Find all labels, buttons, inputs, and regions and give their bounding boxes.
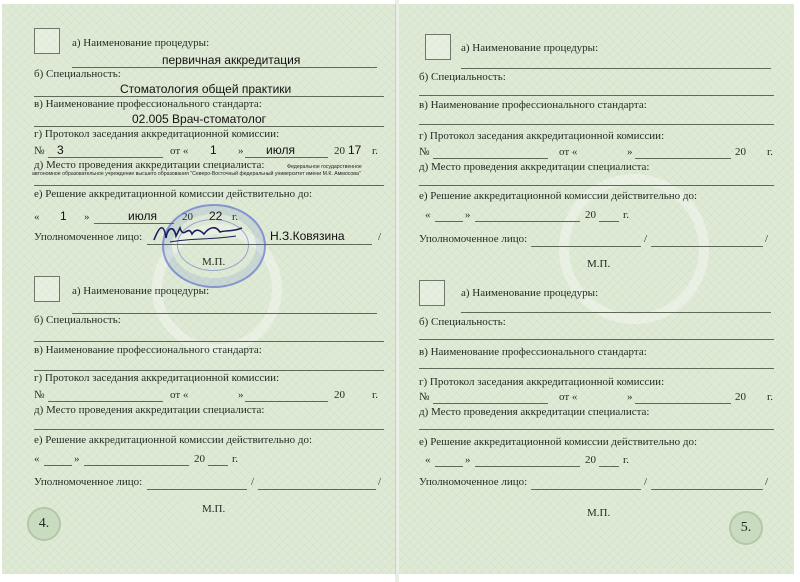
protocol-day-close: » — [627, 146, 633, 158]
authorized-slash-end: / — [765, 476, 769, 488]
valid-open: « — [34, 211, 40, 223]
place-label: д) Место проведения аккредитации специалиста: — [419, 161, 650, 173]
decision-label: е) Решение аккредитационной комиссии действительно до: — [34, 188, 313, 200]
decision-label: е) Решение аккредитационной комиссии действительно до: — [419, 190, 698, 202]
authorized-label: Уполномоченное лицо: — [419, 233, 528, 245]
authorized-label: Уполномоченное лицо: — [34, 231, 143, 243]
specialty-label: б) Специальность: — [419, 316, 506, 328]
checkbox-procedure-1 — [425, 34, 451, 60]
valid-day: 1 — [60, 209, 67, 223]
valid-month: июля — [128, 209, 157, 223]
protocol-year-prefix: 20 — [334, 145, 345, 157]
protocol-label: г) Протокол заседания аккредитационной комиссии: — [419, 376, 665, 388]
standard-value: 02.005 Врач-стоматолог — [132, 112, 267, 126]
place-label: д) Место проведения аккредитации специалиста: — [34, 404, 265, 416]
protocol-year-end: г. — [372, 145, 379, 157]
checkbox-procedure-2 — [419, 280, 445, 306]
standard-label: в) Наименование профессионального стандарта: — [34, 98, 262, 110]
standard-label: в) Наименование профессионального стандарта: — [419, 346, 647, 358]
protocol-day-close: » — [627, 391, 633, 403]
protocol-year-end: г. — [767, 391, 774, 403]
valid-open: « — [425, 454, 431, 466]
protocol-from: от « — [170, 389, 189, 401]
protocol-year-end: г. — [372, 389, 379, 401]
valid-year-prefix: 20 — [585, 454, 596, 466]
protocol-from: от « — [559, 146, 578, 158]
protocol-month: июля — [266, 143, 295, 157]
handwritten-signature — [150, 220, 245, 248]
protocol-label: г) Протокол заседания аккредитационной комиссии: — [419, 130, 665, 142]
procedure-label: а) Наименование процедуры: — [461, 287, 599, 299]
authorized-slash: / — [644, 233, 648, 245]
procedure-label: а) Наименование процедуры: — [72, 37, 210, 49]
authorized-slash: / — [251, 476, 255, 488]
left-page — [2, 4, 396, 574]
checkbox-procedure-1 — [34, 28, 60, 54]
protocol-day-close: » — [238, 389, 244, 401]
page-number: 5. — [729, 511, 763, 545]
stamp-place-label: М.П. — [587, 507, 611, 519]
valid-year-end: г. — [232, 211, 239, 223]
protocol-from: от « — [170, 145, 189, 157]
place-label: д) Место проведения аккредитации специалиста: — [34, 159, 265, 171]
place-value: Федеральное государственное автономное образовательное учреждение высшего образования "Северо-Восточный федеральный университет имени М.К. Аммосова" — [32, 164, 362, 177]
protocol-number: 3 — [57, 143, 64, 157]
protocol-day: 1 — [210, 143, 217, 157]
standard-label: в) Наименование профессионального стандарта: — [34, 344, 262, 356]
protocol-year-suffix: 17 — [348, 143, 362, 157]
right-page — [399, 4, 794, 574]
place-label: д) Место проведения аккредитации специалиста: — [419, 406, 650, 418]
valid-year-prefix: 20 — [585, 209, 596, 221]
stamp-place-label: М.П. — [202, 256, 226, 268]
valid-close: » — [74, 453, 80, 465]
protocol-label: г) Протокол заседания аккредитационной комиссии: — [34, 128, 280, 140]
stamp-place-label: М.П. — [202, 503, 226, 515]
decision-label: е) Решение аккредитационной комиссии действительно до: — [419, 436, 698, 448]
protocol-no-sign: № — [419, 391, 430, 403]
specialty-label: б) Специальность: — [419, 71, 506, 83]
page-number: 4. — [27, 507, 61, 541]
procedure-value: первичная аккредитация — [162, 53, 301, 67]
valid-open: « — [425, 209, 431, 221]
protocol-year-prefix: 20 — [735, 146, 746, 158]
standard-label: в) Наименование профессионального стандарта: — [419, 99, 647, 111]
protocol-day-close: » — [238, 145, 244, 157]
procedure-label: а) Наименование процедуры: — [72, 285, 210, 297]
checkbox-procedure-2 — [34, 276, 60, 302]
valid-close: » — [84, 211, 90, 223]
protocol-year-prefix: 20 — [334, 389, 345, 401]
decision-label: е) Решение аккредитационной комиссии действительно до: — [34, 434, 313, 446]
specialty-value: Стоматология общей практики — [120, 82, 292, 96]
specialty-label: б) Специальность: — [34, 314, 121, 326]
protocol-no-sign: № — [419, 146, 430, 158]
procedure-label: а) Наименование процедуры: — [461, 42, 599, 54]
valid-year-suffix: 22 — [209, 209, 223, 223]
protocol-from: от « — [559, 391, 578, 403]
valid-year-end: г. — [232, 453, 239, 465]
valid-close: » — [465, 454, 471, 466]
authorized-slash: / — [378, 231, 382, 243]
authorized-slash: / — [644, 476, 648, 488]
protocol-label: г) Протокол заседания аккредитационной комиссии: — [34, 372, 280, 384]
valid-year-prefix: 20 — [194, 453, 205, 465]
valid-year-end: г. — [623, 209, 630, 221]
valid-year-end: г. — [623, 454, 630, 466]
authorized-label: Уполномоченное лицо: — [419, 476, 528, 488]
stamp-place-label: М.П. — [587, 258, 611, 270]
authorized-slash-end: / — [765, 233, 769, 245]
protocol-year-end: г. — [767, 146, 774, 158]
authorized-label: Уполномоченное лицо: — [34, 476, 143, 488]
authorized-slash-end: / — [378, 476, 382, 488]
authorized-name: Н.З.Ковязина — [270, 229, 345, 243]
valid-open: « — [34, 453, 40, 465]
protocol-no-sign: № — [34, 145, 45, 157]
protocol-year-prefix: 20 — [735, 391, 746, 403]
valid-close: » — [465, 209, 471, 221]
protocol-no-sign: № — [34, 389, 45, 401]
specialty-label: б) Специальность: — [34, 68, 121, 80]
valid-year-prefix: 20 — [182, 211, 193, 223]
